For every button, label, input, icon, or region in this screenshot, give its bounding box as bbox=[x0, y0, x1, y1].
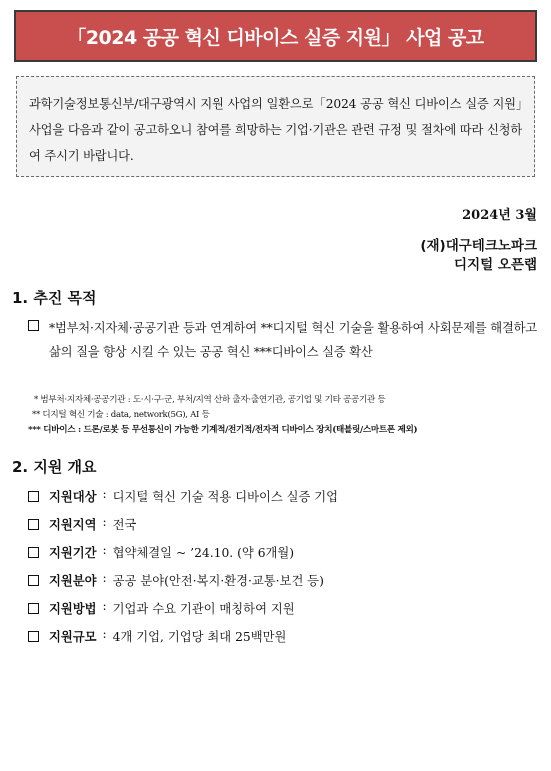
overview-item-value: 협약체결일 ~ ’24.10. (약 6개월) bbox=[112, 546, 295, 560]
overview-item-label: 지원규모 bbox=[49, 630, 97, 644]
overview-item bbox=[28, 515, 136, 533]
overview-item-label: 지원대상 bbox=[49, 490, 97, 504]
checkbox-icon bbox=[28, 519, 39, 530]
intro-text: 과학기술정보통신부/대구광역시 지원 사업의 일환으로「2024 공공 혁신 디바이스 실증 지원」사업을 다음과 같이 공고하오니 참여를 희망하는 기업·기관은 관련 규정 및 절차에 따라 신청하여 주시기 바랍니다. bbox=[29, 97, 522, 163]
overview-item-value: 기업과 수요 기관이 매칭하여 지원 bbox=[112, 602, 295, 616]
checkbox-icon bbox=[28, 547, 39, 558]
overview-item-label: 지원기간 bbox=[49, 546, 97, 560]
section-overview-title: 2. 지원 개요 bbox=[12, 458, 97, 476]
overview-item-label: 지원지역 bbox=[49, 518, 97, 532]
overview-item-separator: : bbox=[102, 571, 107, 585]
organization-name: (재)대구테크노파크 bbox=[420, 238, 537, 254]
overview-item-separator: : bbox=[102, 487, 107, 501]
purpose-item bbox=[28, 316, 537, 364]
announcement-title-banner bbox=[14, 10, 537, 62]
overview-item-value: 4개 기업, 기업당 최대 25백만원 bbox=[112, 630, 287, 644]
section-purpose-title: 1. 추진 목적 bbox=[12, 289, 97, 307]
checkbox-icon bbox=[28, 320, 39, 331]
issuing-organization bbox=[420, 237, 537, 275]
footnote-1: * 범부처·지자체·공공기관 : 도·시·구·군, 부처/지역 산하 출자·출연기관, 공기업 및 기타 공공기관 등 bbox=[34, 395, 386, 405]
announcement-date: 2024년 3월 bbox=[462, 208, 537, 223]
overview-item bbox=[28, 543, 294, 561]
checkbox-icon bbox=[28, 491, 39, 502]
overview-item-label: 지원분야 bbox=[49, 574, 97, 588]
overview-item bbox=[28, 571, 324, 589]
purpose-footnotes bbox=[28, 393, 543, 438]
overview-item-value: 디지털 혁신 기술 적용 디바이스 실증 기업 bbox=[112, 490, 339, 504]
overview-item bbox=[28, 599, 295, 617]
overview-item-separator: : bbox=[102, 543, 107, 557]
organization-department: 디지털 오픈랩 bbox=[454, 257, 537, 273]
overview-item bbox=[28, 487, 338, 505]
overview-item-label: 지원방법 bbox=[49, 602, 97, 616]
overview-item-separator: : bbox=[102, 627, 107, 641]
overview-item-separator: : bbox=[102, 599, 107, 613]
checkbox-icon bbox=[28, 631, 39, 642]
overview-item bbox=[28, 627, 286, 645]
overview-item-value: 공공 분야(안전·복지·환경·교통·보건 등) bbox=[112, 574, 324, 588]
purpose-text: *범부처·지자체·공공기관 등과 연계하여 **디지털 혁신 기술을 활용하여 사회문제를 해결하고 삶의 질을 향상 시킬 수 있는 공공 혁신 ***디바이스 실증 확산 bbox=[49, 321, 537, 359]
footnote-2: ** 디지털 혁신 기술 : data, network(5G), AI 등 bbox=[32, 410, 210, 420]
footnote-3: *** 디바이스 : 드론/로봇 등 무선통신이 가능한 기계적/전기적/전자적 디바이스 장치(태블릿/스마트폰 제외) bbox=[28, 425, 418, 435]
checkbox-icon bbox=[28, 603, 39, 614]
overview-item-value: 전국 bbox=[112, 518, 137, 532]
overview-item-separator: : bbox=[102, 515, 107, 529]
intro-box bbox=[16, 76, 535, 177]
announcement-title: 「2024 공공 혁신 디바이스 실증 지원」 사업 공고 bbox=[67, 26, 484, 49]
checkbox-icon bbox=[28, 575, 39, 586]
